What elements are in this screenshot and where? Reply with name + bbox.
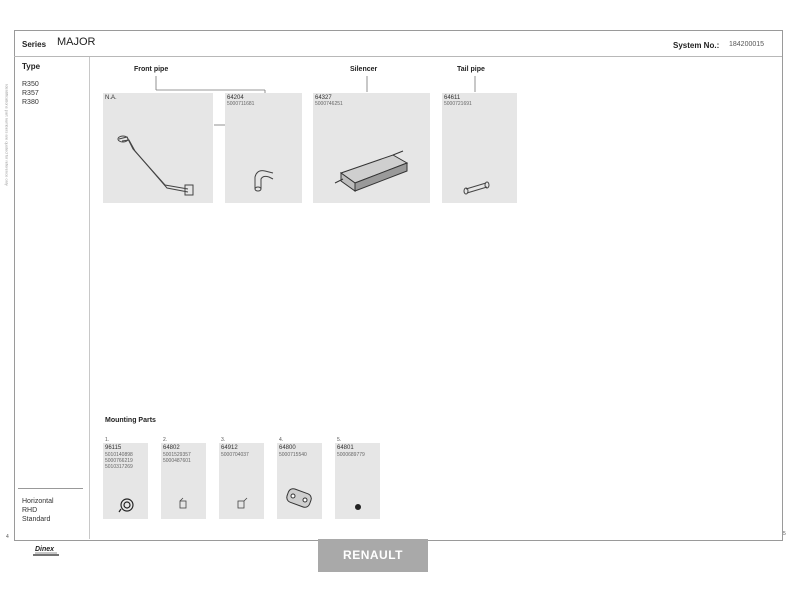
item-code: 96115: [105, 445, 122, 451]
item-index: 2.: [163, 437, 168, 443]
system-number-value: 184200015: [729, 41, 765, 48]
part-box-64611[interactable]: [442, 93, 517, 203]
part-code: 64204: [227, 95, 244, 101]
part-number: 5000711681: [227, 101, 255, 107]
option-item: RHD: [22, 507, 38, 514]
type-item: R357: [22, 90, 39, 97]
part-number: 5000721691: [444, 101, 472, 107]
item-index: 4.: [279, 437, 284, 443]
tail-pipe-icon: [442, 93, 517, 203]
brand-badge: RENAULT: [318, 539, 428, 572]
gasket-icon: [277, 483, 322, 519]
side-note: Identifications part numbers are quoted for reference only: [4, 84, 10, 186]
mounting-item-96115[interactable]: [103, 437, 148, 519]
item-index: 1.: [105, 437, 110, 443]
group-tail-pipe: Tail pipe: [457, 66, 485, 73]
mounting-item-64800[interactable]: [277, 437, 322, 519]
type-label: Type: [22, 62, 41, 71]
mounting-item-64912[interactable]: [219, 437, 264, 519]
item-code: 64912: [221, 445, 238, 451]
item-part-numbers: 5001529357 5000487601: [163, 452, 191, 464]
item-index: 3.: [221, 437, 226, 443]
item-part-numbers: 5010140898 5000766219 5010317269: [105, 452, 133, 470]
mounting-parts-title: Mounting Parts: [105, 417, 156, 424]
page-number-right: 5: [783, 531, 786, 537]
clamp-icon: [103, 483, 148, 519]
option-item: Horizontal: [22, 498, 54, 505]
pipe-elbow-icon: [225, 93, 302, 203]
front-pipe-icon: [103, 93, 213, 203]
item-index: 5.: [337, 437, 342, 443]
group-silencer: Silencer: [350, 66, 378, 73]
item-code: 64800: [279, 445, 296, 451]
item-code: 64802: [163, 445, 180, 451]
item-code: 64801: [337, 445, 354, 451]
silencer-icon: [313, 93, 430, 203]
part-box-64327[interactable]: [313, 93, 430, 203]
part-number: 5000746251: [315, 101, 343, 107]
svg-text:Dinex: Dinex: [35, 546, 55, 553]
dinex-logo: [32, 543, 60, 557]
page-number-left: 4: [6, 534, 9, 540]
item-part-numbers: 5000715540: [279, 452, 307, 458]
part-code: N.A.: [105, 95, 117, 101]
mounting-item-64802[interactable]: [161, 437, 206, 519]
option-item: Standard: [22, 516, 51, 523]
system-number-label: System No.:: [673, 41, 720, 50]
mounting-item-64801[interactable]: [335, 437, 380, 519]
group-front-pipe: Front pipe: [134, 66, 169, 73]
part-code: 64327: [315, 95, 332, 101]
part-box-front-pipe[interactable]: [103, 93, 213, 203]
item-part-numbers: 5000704037: [221, 452, 249, 458]
part-code: 64611: [444, 95, 461, 101]
rubber-mount-icon: [335, 483, 380, 519]
item-part-numbers: 5000689779: [337, 452, 365, 458]
bracket-icon: [161, 483, 206, 519]
bracket-icon: [219, 483, 264, 519]
type-item: R380: [22, 99, 39, 106]
part-box-64204[interactable]: [225, 93, 302, 203]
series-label: Series: [22, 40, 47, 49]
series-value: MAJOR: [57, 36, 96, 48]
type-item: R350: [22, 81, 39, 88]
